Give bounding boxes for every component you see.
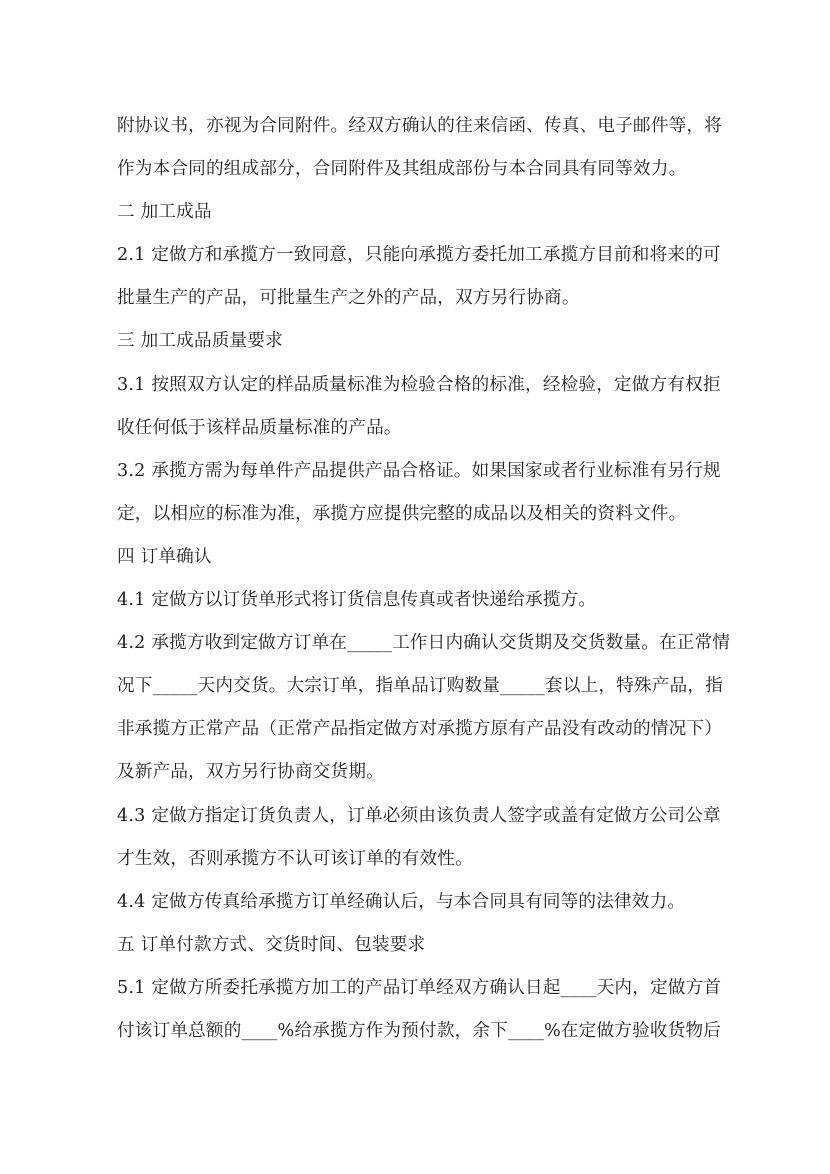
section-heading: 二 加工成品 [117,202,212,223]
section-heading: 五 订单付款方式、交货时间、包装要求 [117,934,426,955]
document-body [117,105,731,1053]
text-line: 附协议书，亦视为合同附件。经双方确认的往来信函、传真、电子邮件等，将 [117,116,722,136]
text-line: 况下_____天内交货。大宗订单，指单品订购数量_____套以上，特殊产品，指 [117,676,723,697]
text-line: 2.1 定做方和承揽方一致同意，只能向承揽方委托加工承揽方目前和将来的可 [117,245,721,266]
section-heading: 四 订单确认 [117,546,212,567]
text-line: 4.3 定做方指定订货负责人，订单必须由该负责人签字或盖有定做方公司公章 [117,805,721,826]
text-line: 3.1 按照双方认定的样品质量标准为检验合格的标准，经检验，定做方有权拒 [117,374,721,395]
text-line: 定，以相应的标准为准，承揽方应提供完整的成品以及相关的资料文件。 [117,503,687,524]
text-line: 付该订单总额的____%给承揽方作为预付款，余下____%在定做方验收货物后 [117,1020,722,1041]
text-line: 3.2 承揽方需为每单件产品提供产品合格证。如果国家或者行业标准有另行规 [117,460,721,481]
text-line: 4.4 定做方传真给承揽方订单经确认后，与本合同具有同等的法律效力。 [117,891,686,912]
text-line: 批量生产的产品，可批量生产之外的产品，双方另行协商。 [117,288,580,309]
text-line: 作为本合同的组成部分，合同附件及其组成部份与本合同具有同等效力。 [117,159,687,180]
text-line: 4.1 定做方以订货单形式将订货信息传真或者快递给承揽方。 [117,590,597,611]
text-line: 收任何低于该样品质量标准的产品。 [117,417,402,438]
text-line: 非承揽方正常产品（正常产品指定做方对承揽方原有产品没有改动的情况下） [117,719,722,740]
text-line: 及新产品，双方另行协商交货期。 [117,762,384,783]
text-line: 5.1 定做方所委托承揽方加工的产品订单经双方确认日起____天内，定做方首 [117,977,722,998]
text-line: 4.2 承揽方收到定做方订单在_____工作日内确认交货期及交货数量。在正常情 [117,633,731,654]
section-heading: 三 加工成品质量要求 [117,331,283,352]
text-line: 才生效，否则承揽方不认可该订单的有效性。 [117,848,473,869]
